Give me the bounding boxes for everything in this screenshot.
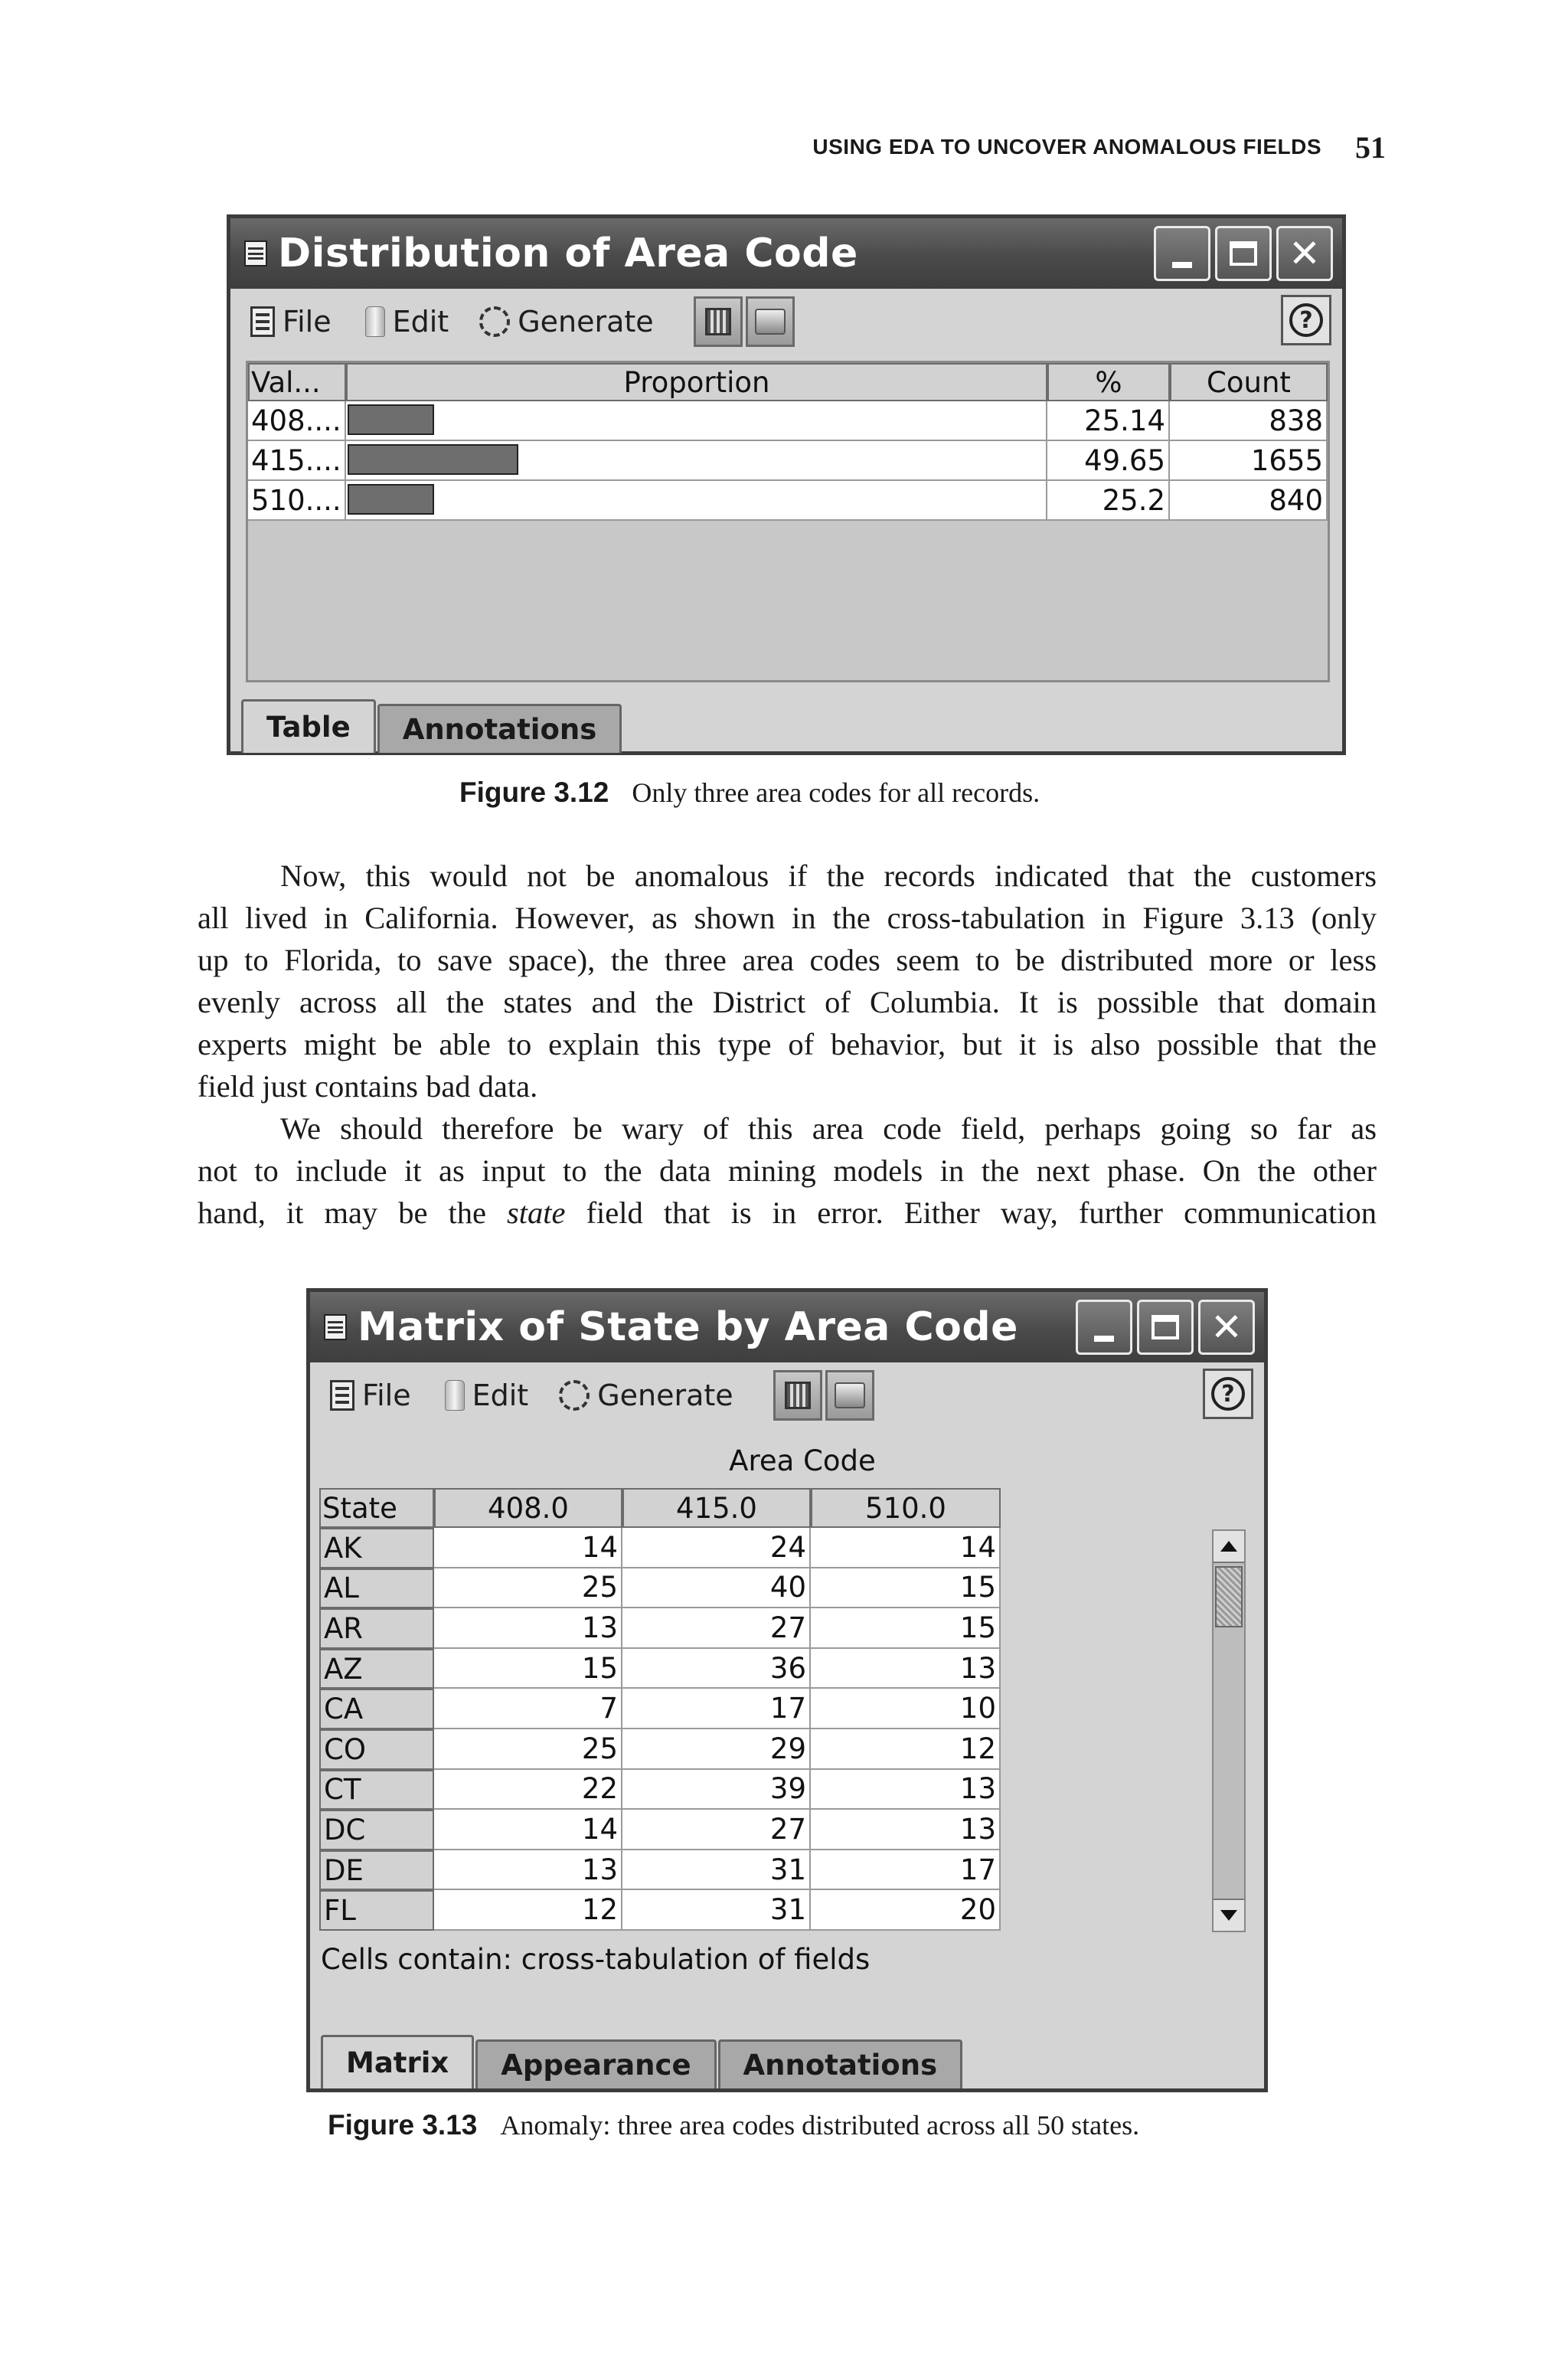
close-icon: ✕	[1210, 1305, 1243, 1349]
scroll-up-button[interactable]	[1214, 1531, 1244, 1563]
count-cell	[811, 1528, 1001, 1568]
col-header-510-label: 510.0	[865, 1491, 946, 1525]
percent-text: 25.14	[1084, 404, 1165, 437]
proportion-bar	[348, 444, 518, 475]
count-cell	[622, 1810, 811, 1850]
state-cell	[319, 1770, 434, 1810]
count-cell	[622, 1689, 811, 1729]
state-text: AZ	[324, 1652, 363, 1686]
col-header-408-label: 408.0	[488, 1491, 569, 1525]
menu-file[interactable]	[250, 305, 332, 339]
count-text: 31	[769, 1853, 806, 1886]
menu-generate-label: Generate	[518, 305, 654, 339]
paragraph-1	[198, 855, 1377, 1107]
col-header-proportion[interactable]	[346, 363, 1047, 401]
count-text: 29	[769, 1732, 806, 1765]
count-text: 25	[581, 1571, 618, 1604]
state-cell	[319, 1890, 434, 1931]
menu-file-label: File	[362, 1379, 411, 1412]
distribution-tabbar	[230, 699, 1342, 753]
paragraph-2-text: hand, it may be the	[198, 1195, 486, 1230]
count-cell	[811, 1568, 1001, 1609]
menu-generate-label: Generate	[597, 1379, 733, 1412]
figure-3-12-caption	[459, 777, 1040, 809]
count-cell	[811, 1689, 1001, 1729]
printer-icon	[755, 309, 786, 335]
state-text: CT	[324, 1773, 361, 1807]
paragraph-1-line: field just contains bad data.	[198, 1069, 538, 1104]
percent-text: 25.2	[1102, 483, 1165, 517]
paragraph-1-line: all lived in California. However, as shown in the cross-tabulation in Figure 3.13 (only	[198, 901, 1377, 935]
count-cell	[811, 1729, 1001, 1770]
help-icon: ?	[1289, 303, 1323, 337]
count-text: 20	[959, 1893, 996, 1927]
value-cell	[248, 481, 346, 521]
row-header-state[interactable]	[319, 1488, 434, 1528]
tab-matrix-label: Matrix	[346, 2046, 449, 2079]
figure-3-13-caption	[328, 2109, 1139, 2141]
state-text: AK	[324, 1531, 362, 1565]
matrix-titlebar[interactable]	[310, 1292, 1264, 1362]
menu-file-label: File	[283, 305, 332, 339]
col-header-408[interactable]	[434, 1488, 622, 1528]
tab-annotations-label: Annotations	[743, 2049, 938, 2082]
distribution-menubar	[230, 289, 1342, 355]
print-button[interactable]	[746, 296, 795, 347]
count-text: 15	[959, 1611, 996, 1644]
col-header-415-label: 415.0	[676, 1491, 757, 1525]
menu-generate[interactable]	[559, 1379, 733, 1412]
count-text: 17	[769, 1692, 806, 1725]
distribution-table	[246, 361, 1330, 682]
paragraph-2-line: We should therefore be wary of this area code field, perhaps going so far as	[280, 1111, 1377, 1146]
count-text: 13	[959, 1772, 996, 1806]
count-cell	[434, 1528, 622, 1568]
matrix-panel	[318, 1436, 1256, 1987]
count-text: 36	[769, 1651, 806, 1685]
tab-annotations[interactable]	[377, 704, 622, 753]
close-button[interactable]	[1198, 1300, 1255, 1355]
count-cell	[434, 1689, 622, 1729]
state-text: DE	[324, 1853, 364, 1887]
figure-3-12-text: Only three area codes for all records.	[632, 777, 1040, 808]
value-cell	[248, 401, 346, 441]
help-icon: ?	[1211, 1377, 1245, 1411]
count-cell	[622, 1729, 811, 1770]
col-header-value-label: Val...	[251, 365, 321, 399]
file-menu-icon	[250, 306, 275, 337]
state-text: CA	[324, 1693, 364, 1726]
arrow-up-icon	[1220, 1541, 1237, 1552]
count-text: 10	[959, 1692, 996, 1725]
count-text: 22	[581, 1772, 618, 1806]
maximize-button[interactable]	[1137, 1300, 1194, 1355]
value-cell	[248, 441, 346, 481]
count-cell	[622, 1608, 811, 1649]
col-header-415[interactable]	[622, 1488, 811, 1528]
count-text: 1655	[1250, 443, 1323, 477]
menu-edit[interactable]	[365, 305, 449, 339]
minimize-icon	[1172, 262, 1192, 268]
value-text: 415....	[251, 443, 341, 477]
matrix-menubar	[310, 1362, 1264, 1428]
value-text: 510....	[251, 483, 341, 517]
generate-menu-icon	[559, 1380, 590, 1411]
count-cell	[434, 1810, 622, 1850]
menu-edit-label: Edit	[392, 305, 449, 339]
scroll-thumb[interactable]	[1215, 1566, 1243, 1627]
file-menu-icon	[330, 1380, 354, 1411]
count-cell	[434, 1850, 622, 1891]
count-cell	[811, 1649, 1001, 1689]
count-cell	[434, 1890, 622, 1931]
tab-annotations-label: Annotations	[402, 713, 597, 746]
count-cell	[622, 1890, 811, 1931]
col-header-count[interactable]	[1170, 363, 1328, 401]
window-icon	[244, 240, 267, 267]
generate-menu-icon	[479, 306, 510, 337]
tab-matrix[interactable]	[321, 2035, 474, 2088]
page-number: 51	[1355, 129, 1386, 165]
count-cell	[434, 1568, 622, 1609]
col-header-percent[interactable]	[1047, 363, 1170, 401]
printer-icon	[835, 1382, 865, 1408]
table-copy-icon	[705, 308, 731, 335]
window-title: Distribution of Area Code	[278, 231, 858, 276]
proportion-cell	[346, 481, 1047, 521]
state-cell	[319, 1649, 434, 1689]
col-header-proportion-label: Proportion	[623, 365, 770, 399]
count-cell	[811, 1608, 1001, 1649]
count-text: 15	[581, 1651, 618, 1685]
count-text: 14	[959, 1530, 996, 1564]
percent-cell	[1047, 441, 1170, 481]
figure-3-12-label: Figure 3.12	[459, 777, 609, 808]
scroll-down-button[interactable]	[1214, 1899, 1244, 1931]
count-text: 7	[599, 1692, 618, 1725]
menu-file[interactable]	[330, 1379, 411, 1412]
state-cell	[319, 1850, 434, 1891]
figure-3-13-label: Figure 3.13	[328, 2109, 478, 2141]
help-button[interactable]	[1281, 295, 1331, 345]
count-text: 25	[581, 1732, 618, 1765]
count-text: 13	[581, 1853, 618, 1886]
edit-menu-icon	[445, 1380, 465, 1411]
close-button[interactable]	[1276, 226, 1333, 281]
count-text: 13	[959, 1812, 996, 1846]
figure-3-13-text: Anomaly: three area codes distributed across all 50 states.	[500, 2110, 1140, 2141]
col-header-count-label: Count	[1207, 365, 1291, 399]
paragraph-2-italic: state	[507, 1195, 566, 1230]
count-text: 12	[959, 1732, 996, 1765]
arrow-down-icon	[1220, 1910, 1237, 1921]
maximize-icon	[1230, 241, 1257, 266]
count-cell	[434, 1649, 622, 1689]
count-cell	[434, 1608, 622, 1649]
col-header-value[interactable]	[248, 363, 346, 401]
maximize-icon	[1152, 1315, 1179, 1339]
count-cell	[1170, 481, 1328, 521]
value-text: 408....	[251, 404, 341, 437]
row-header-state-label: State	[322, 1491, 397, 1525]
window-icon	[324, 1314, 347, 1340]
state-cell	[319, 1608, 434, 1649]
state-cell	[319, 1689, 434, 1729]
running-head	[750, 129, 1386, 165]
percent-cell	[1047, 481, 1170, 521]
state-cell	[319, 1528, 434, 1568]
percent-text: 49.65	[1084, 443, 1165, 477]
count-text: 27	[769, 1611, 806, 1644]
help-button[interactable]	[1203, 1369, 1253, 1419]
count-text: 840	[1269, 483, 1323, 517]
col-header-percent-label: %	[1095, 365, 1122, 399]
count-text: 13	[581, 1611, 618, 1644]
table-copy-icon	[785, 1382, 811, 1409]
paragraph-1-line: Now, this would not be anomalous if the records indicated that the customers	[280, 859, 1377, 893]
count-text: 14	[581, 1812, 618, 1846]
paragraph-2-text: field that is in error. Either way, further communication	[586, 1195, 1377, 1230]
paragraph-1-line: evenly across all the states and the District of Columbia. It is possible that domain	[198, 985, 1377, 1019]
state-text: CO	[324, 1732, 366, 1766]
state-cell	[319, 1729, 434, 1770]
count-text: 17	[959, 1853, 996, 1886]
proportion-bar	[348, 484, 434, 515]
minimize-button[interactable]	[1154, 226, 1210, 281]
state-cell	[319, 1568, 434, 1609]
count-cell	[434, 1770, 622, 1810]
matrix-tabbar	[310, 2035, 1264, 2088]
count-cell	[622, 1568, 811, 1609]
count-cell	[622, 1770, 811, 1810]
distribution-titlebar[interactable]	[230, 218, 1342, 289]
count-text: 27	[769, 1812, 806, 1846]
count-cell	[622, 1528, 811, 1568]
matrix-window	[306, 1288, 1268, 2092]
tab-table[interactable]	[241, 699, 376, 753]
count-cell	[1170, 401, 1328, 441]
maximize-button[interactable]	[1215, 226, 1272, 281]
count-cell	[1170, 441, 1328, 481]
state-cell	[319, 1810, 434, 1850]
paragraph-2	[198, 1107, 1377, 1234]
count-text: 838	[1269, 404, 1323, 437]
count-text: 12	[581, 1893, 618, 1927]
vertical-scrollbar[interactable]	[1212, 1529, 1246, 1932]
tab-appearance[interactable]	[475, 2039, 716, 2088]
copy-table-button[interactable]	[773, 1370, 822, 1421]
count-cell	[434, 1729, 622, 1770]
state-text: AL	[324, 1572, 359, 1605]
print-button[interactable]	[825, 1370, 874, 1421]
state-text: DC	[324, 1813, 366, 1846]
matrix-footer: Cells contain: cross-tabulation of fields	[321, 1942, 871, 1976]
tab-appearance-label: Appearance	[501, 2049, 691, 2082]
count-text: 24	[769, 1530, 806, 1564]
paragraph-1-line: experts might be able to explain this type of behavior, but it is also possible that the	[198, 1027, 1377, 1061]
menu-edit-label: Edit	[472, 1379, 529, 1412]
count-text: 31	[769, 1893, 806, 1927]
count-cell	[622, 1850, 811, 1891]
state-text: AR	[324, 1611, 364, 1645]
count-cell	[811, 1890, 1001, 1931]
count-cell	[622, 1649, 811, 1689]
paragraph-2-line: not to include it as input to the data mining models in the next phase. On the other	[198, 1153, 1377, 1188]
percent-cell	[1047, 401, 1170, 441]
tab-annotations[interactable]	[718, 2039, 963, 2088]
close-icon: ✕	[1289, 231, 1321, 276]
proportion-bar	[348, 404, 434, 435]
area-code-group-header: Area Code	[729, 1444, 876, 1477]
copy-table-button[interactable]	[694, 296, 743, 347]
count-text: 15	[959, 1571, 996, 1604]
paragraph-1-line: up to Florida, to save space), the three area codes seem to be distributed more or less	[198, 943, 1377, 977]
count-text: 13	[959, 1651, 996, 1685]
count-text: 14	[581, 1530, 618, 1564]
proportion-cell	[346, 401, 1047, 441]
edit-menu-icon	[365, 306, 385, 337]
count-text: 39	[769, 1772, 806, 1806]
count-cell	[811, 1770, 1001, 1810]
window-title: Matrix of State by Area Code	[358, 1304, 1018, 1350]
distribution-window	[227, 214, 1346, 755]
menu-generate[interactable]	[479, 305, 653, 339]
running-head-title: USING EDA TO UNCOVER ANOMALOUS FIELDS	[812, 135, 1321, 159]
minimize-icon	[1094, 1336, 1114, 1342]
tab-table-label: Table	[266, 711, 351, 744]
proportion-cell	[346, 441, 1047, 481]
paragraph-2-line-3	[198, 1192, 1377, 1234]
menu-edit[interactable]	[445, 1379, 529, 1412]
minimize-button[interactable]	[1076, 1300, 1132, 1355]
col-header-510[interactable]	[811, 1488, 1001, 1528]
count-text: 40	[769, 1571, 806, 1604]
count-cell	[811, 1810, 1001, 1850]
state-text: FL	[324, 1894, 356, 1928]
count-cell	[811, 1850, 1001, 1891]
